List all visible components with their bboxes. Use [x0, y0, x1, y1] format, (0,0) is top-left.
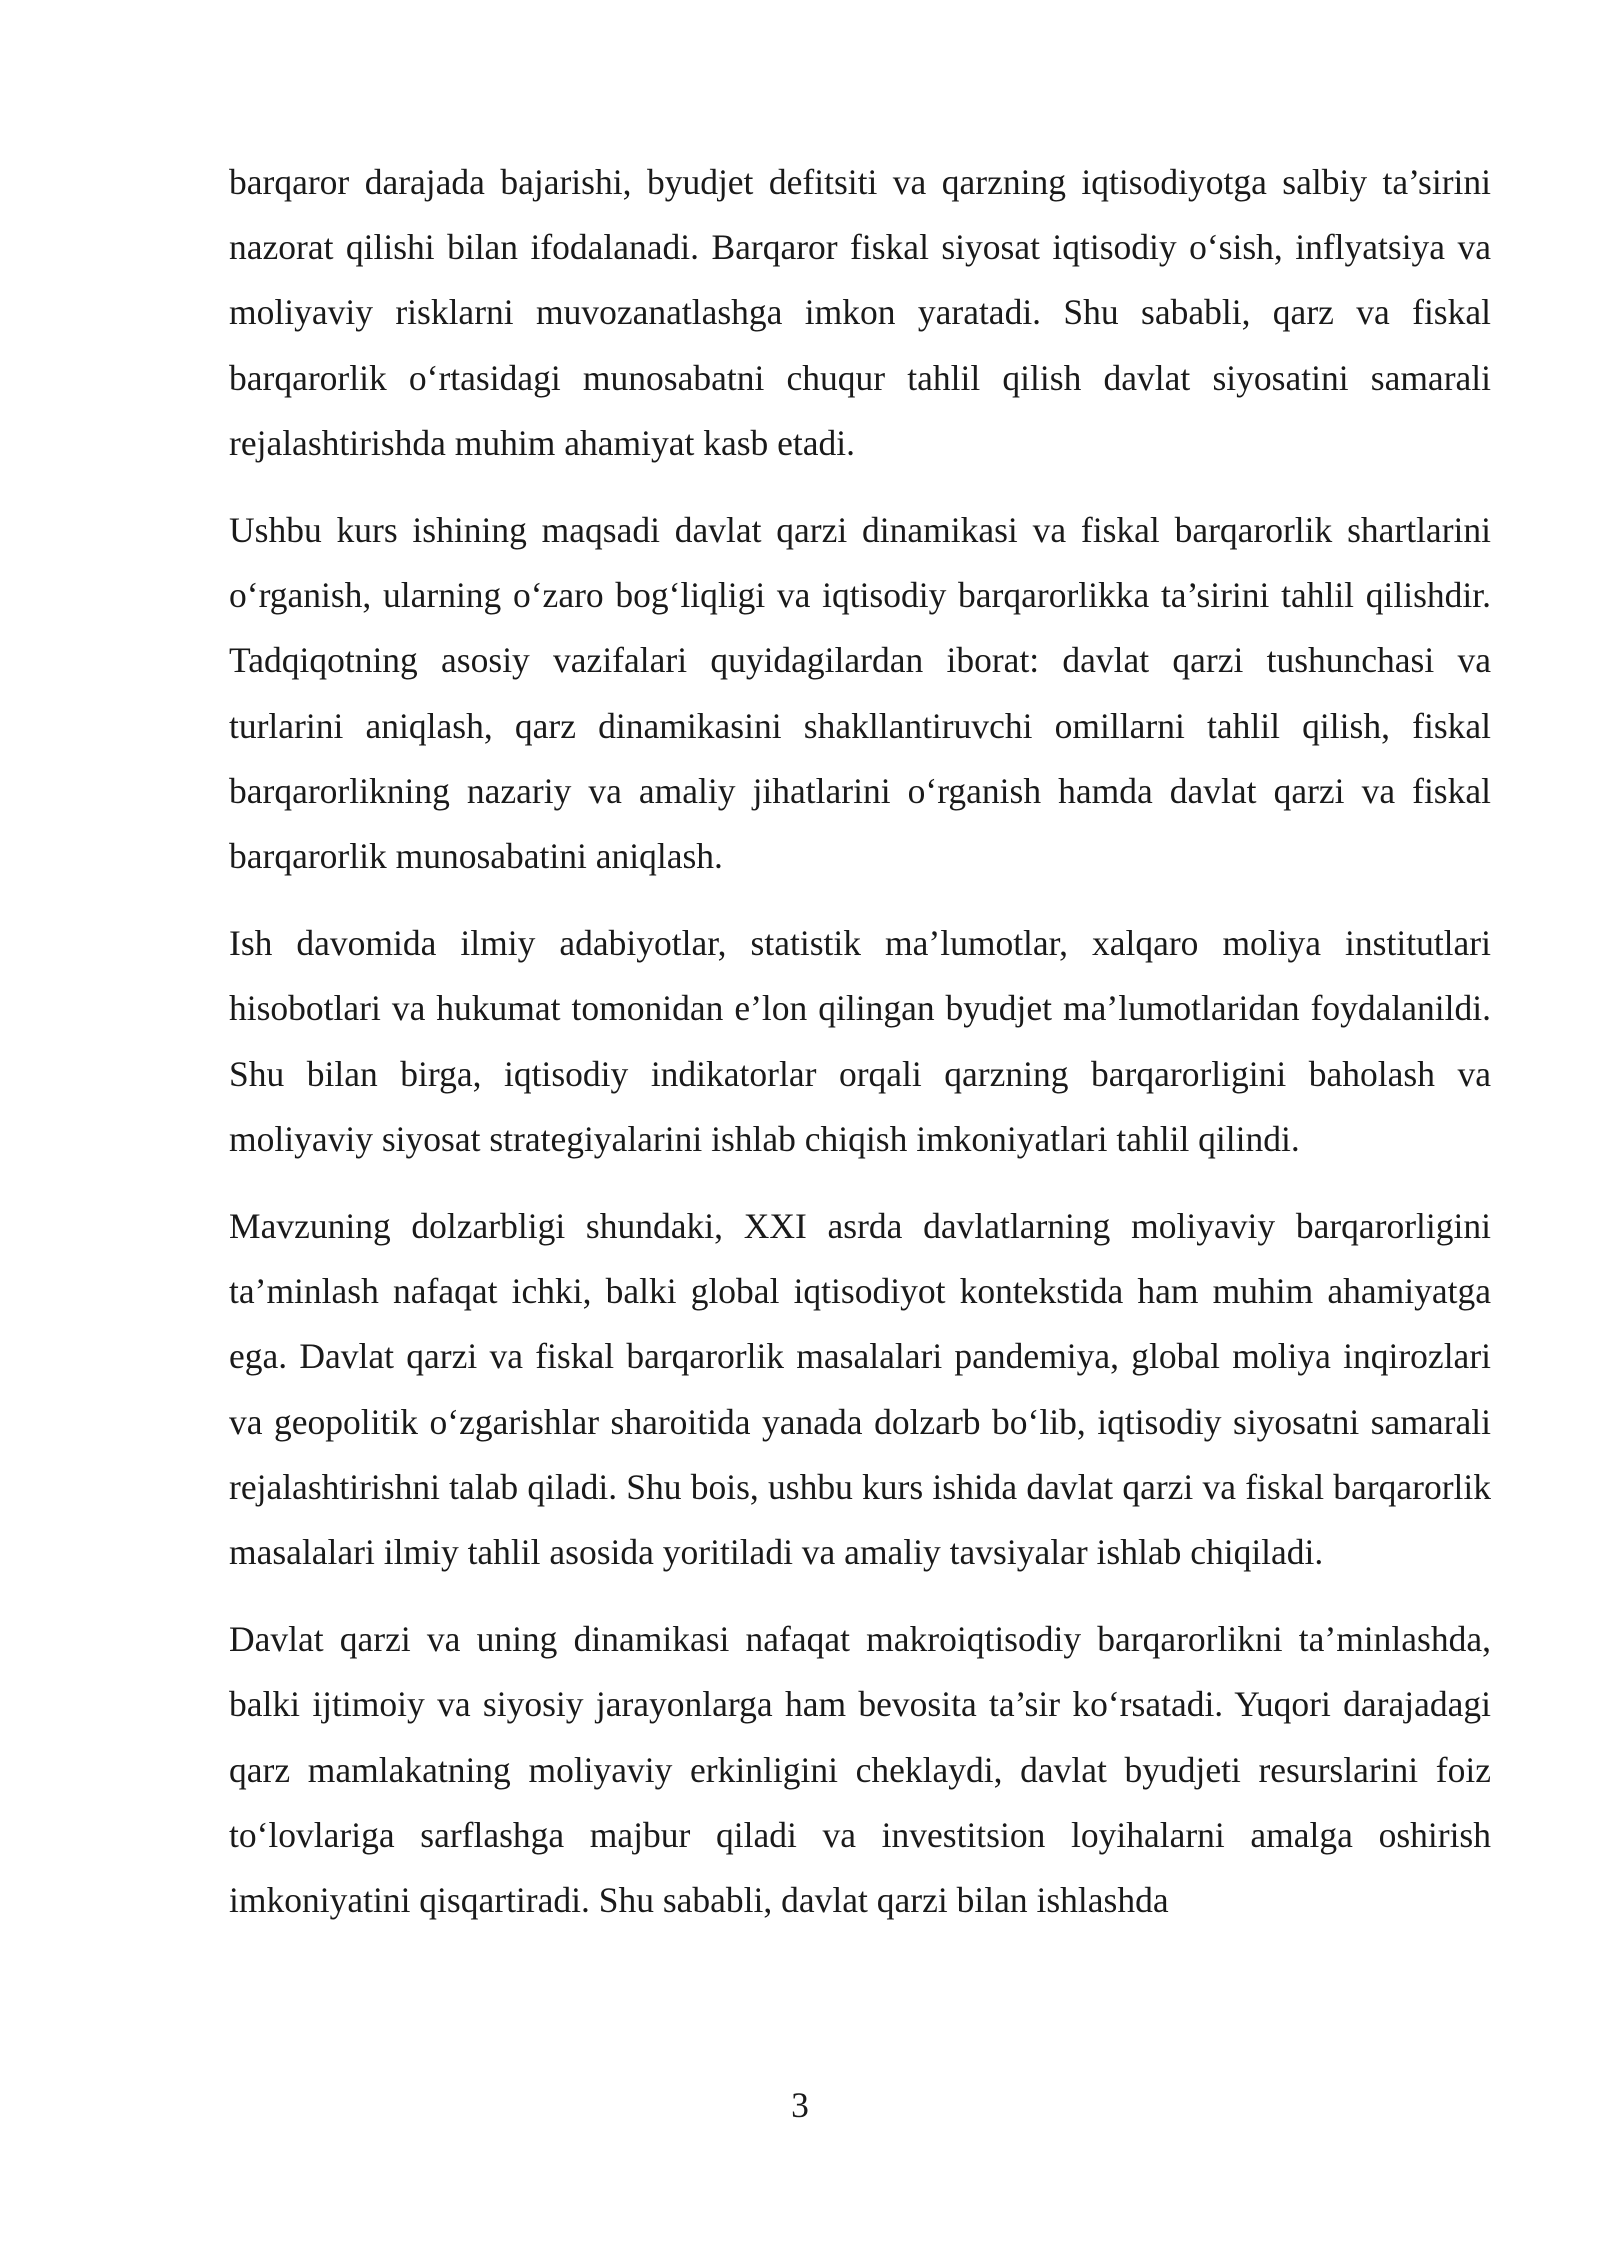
paragraph-4: Mavzuning dolzarbligi shundaki, XXI asrda davlatlarning moliyaviy barqarorligini ta’minlash nafaqat ichki, balki global iqtisodiyot kontekstida ham muhim ahamiyatga ega. Davlat qarzi va fiskal barqarorlik masalalari pandemiya, global moliya inqirozlari va geopolitik o‘zgarishlar sharoitida yanada dolzarb bo‘lib, iqtisodiy siyosatni samarali rejalashtirishni talab qiladi. Shu bois, ushbu kurs ishida davlat qarzi va fiskal barqarorlik masalalari ilmiy tahlil asosida yoritiladi va amaliy tavsiyalar ishlab chiqiladi.	[229, 1206, 1491, 1573]
body-text	[229, 150, 1491, 1955]
paragraph-1: barqaror darajada bajarishi, byudjet defitsiti va qarzning iqtisodiyotga salbiy ta’sirini nazorat qilishi bilan ifodalanadi. Barqaror fiskal siyosat iqtisodiy o‘sish, inflyatsiya va moliyaviy risklarni muvozanatlashga imkon yaratadi. Shu sababli, qarz va fiskal barqarorlik o‘rtasidagi munosabatni chuqur tahlil qilish davlat siyosatini samarali rejalashtirishda muhim ahamiyat kasb etadi.	[229, 162, 1491, 463]
paragraph-5: Davlat qarzi va uning dinamikasi nafaqat makroiqtisodiy barqarorlikni ta’minlashda, balki ijtimoiy va siyosiy jarayonlarga ham bevosita ta’sir ko‘rsatadi. Yuqori darajadagi qarz mamlakatning moliyaviy erkinligini cheklaydi, davlat byudjeti resurslarini foiz to‘lovlariga sarflashga majbur qiladi va investitsion loyihalarni amalga oshirish imkoniyatini qisqartiradi. Shu sababli, davlat qarzi bilan ishlashda	[229, 1619, 1491, 1921]
paragraph-3: Ish davomida ilmiy adabiyotlar, statistik ma’lumotlar, xalqaro moliya institutlari hisobotlari va hukumat tomonidan e’lon qilingan byudjet ma’lumotlaridan foydalanildi. Shu bilan birga, iqtisodiy indikatorlar orqali qarzning barqarorligini baholash va moliyaviy siyosat strategiyalarini ishlab chiqish imkoniyatlari tahlil qilindi.	[229, 923, 1491, 1159]
page-number: 3	[791, 2085, 809, 2125]
paragraph-2: Ushbu kurs ishining maqsadi davlat qarzi dinamikasi va fiskal barqarorlik shartlarini o‘rganish, ularning o‘zaro bog‘liqligi va iqtisodiy barqarorlikka ta’sirini tahlil qilishdir. Tadqiqotning asosiy vazifalari quyidagilardan iborat: davlat qarzi tushunchasi va turlarini aniqlash, qarz dinamikasini shakllantiruvchi omillarni tahlil qilish, fiskal barqarorlikning nazariy va amaliy jihatlarini o‘rganish hamda davlat qarzi va fiskal barqarorlik munosabatini aniqlash.	[229, 510, 1491, 877]
